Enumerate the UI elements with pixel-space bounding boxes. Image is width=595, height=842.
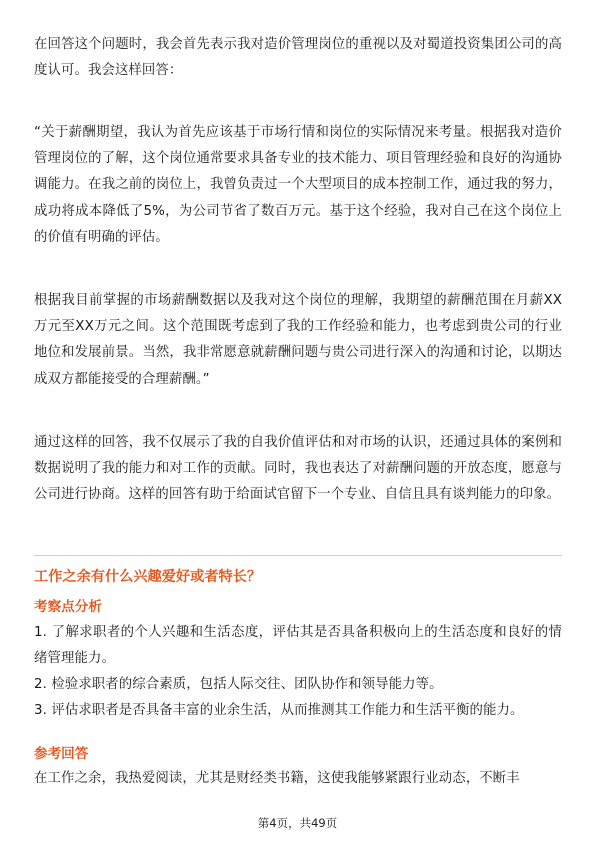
analysis-heading: 考察点分析	[34, 599, 102, 615]
quote-paragraph-2: 根据我目前掌握的市场薪酬数据以及我对这个岗位的理解，我期望的薪酬范围在月薪XX万元至XX万元之间。这个范围既考虑到了我的工作经验和能力，也考虑到贵公司的行业地位和发展前景。当然，我非常愿意就薪酬问题与贵公司进行深入的沟通和讨论，以期达成双方都能接受的合理薪酬。”	[34, 293, 562, 387]
answer-heading: 参考回答	[34, 746, 89, 762]
analysis-item-1: 1. 了解求职者的个人兴趣和生活态度，评估其是否具备积极向上的生活态度和良好的情绪管理能力。	[34, 625, 562, 666]
page-number: 第4页，共49页	[257, 816, 338, 830]
analysis-list	[34, 620, 562, 724]
answer-paragraph: 在工作之余，我热爱阅读，尤其是财经类书籍，这使我能够紧跟行业动态，不断丰	[34, 771, 520, 786]
quote-paragraph-1: “关于薪酬期望，我认为首先应该基于市场行情和岗位的实际情况来考量。根据我对造价管理岗位的了解，这个岗位通常要求具备专业的技术能力、项目管理经验和良好的沟通协调能力。在我之前的岗位上，我曾负责过一个大型项目的成本控制工作，通过我的努力，成功将成本降低了5%，为公司节省了数百万元。基于这个经验，我对自己在这个岗位上的价值有明确的评估。	[34, 125, 562, 245]
analysis-item-2: 2. 检验求职者的综合素质，包括人际交往、团队协作和领导能力等。	[34, 677, 443, 692]
question-heading: 工作之余有什么兴趣爱好或者特长？	[34, 569, 262, 585]
summary-paragraph: 通过这样的回答，我不仅展示了我的自我价值评估和对市场的认识，还通过具体的案例和数据说明了我的能力和对工作的贡献。同时，我也表达了对薪酬问题的开放态度，愿意与公司进行协商。这样的回答有助于给面试官留下一个专业、自信且具有谈判能力的印象。	[34, 435, 562, 503]
section-divider	[34, 555, 562, 556]
analysis-item-3: 3. 评估求职者是否具备丰富的业余生活，从而推测其工作能力和生活平衡的能力。	[34, 703, 524, 718]
intro-paragraph: 在回答这个问题时，我会首先表示我对造价管理岗位的重视以及对蜀道投资集团公司的高度认可。我会这样回答：	[34, 37, 562, 79]
